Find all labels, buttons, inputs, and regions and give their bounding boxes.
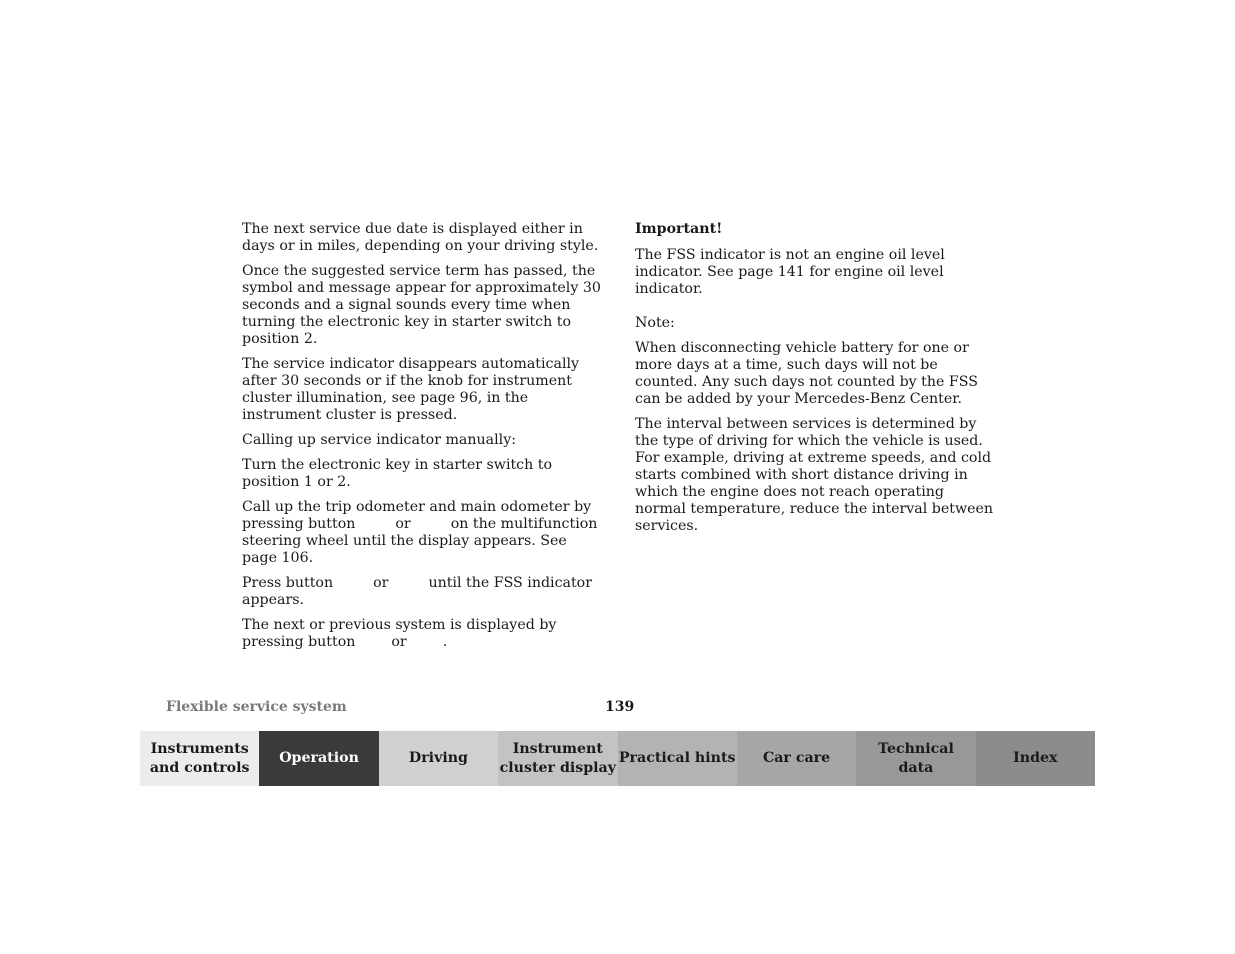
section-title: Flexible service system [166,699,347,715]
page-number: 139 [605,699,635,715]
paragraph-calling-up-manually: Calling up service indicator manually: [242,432,516,448]
important-heading: Important! [635,221,723,237]
paragraph-indicator-disappears: The service indicator disappears automatically after 30 seconds or if the knob for instrument cluster illumination, see page 96, in the instrument cluster is pressed. [242,356,580,423]
paragraph-call-up-odometer [242,499,604,567]
left-column [242,221,604,659]
paragraph-service-due-date: The next service due date is displayed either in days or in miles, depending on your driving style. [242,221,599,254]
paragraph-press-button [242,575,604,609]
tab-index[interactable]: Index [976,731,1095,786]
tab-instrument-cluster-display[interactable]: Instrument cluster display [498,731,617,786]
tab-practical-hints[interactable]: Practical hints [618,731,737,786]
paragraph-service-term-passed: Once the suggested service term has passed, the symbol and message appear for approximately 30 seconds and a signal sounds every time when turning the electronic key in starter switch to position 2. [242,263,601,347]
tab-technical-data[interactable]: Technical data [856,731,975,786]
text-segment: or [391,634,407,650]
chapter-navigation [140,731,1095,786]
tab-car-care[interactable]: Car care [737,731,856,786]
text-segment: or [373,575,389,591]
tab-driving[interactable]: Driving [379,731,498,786]
paragraph-turn-key: Turn the electronic key in starter switch to position 1 or 2. [242,457,553,490]
note-label: Note: [635,315,675,331]
paragraph-fss-not-oil-indicator: The FSS indicator is not an engine oil level indicator. See page 141 for engine oil level indicator. [635,247,945,297]
text-segment: or [395,516,411,532]
text-segment: . [442,634,448,650]
text-segment: The next or previous system is displayed by pressing button [242,617,557,650]
text-segment: until the FSS indicator appears. [242,575,593,608]
text-segment: on the multifunction steering wheel until the display appears. See page 106. [242,516,598,566]
tab-operation[interactable]: Operation [259,731,378,786]
paragraph-service-interval: The interval between services is determined by the type of driving for which the vehicle is used. For example, driving at extreme speeds, and cold starts combined with short distance driving in which the engine does not reach operating normal temperature, reduce the interval between services. [635,416,994,534]
right-column [635,221,997,543]
text-segment: Press button [242,575,334,591]
text-segment: Call up the trip odometer and main odometer by pressing button [242,499,592,532]
paragraph-disconnecting-battery: When disconnecting vehicle battery for one or more days at a time, such days will not be counted. Any such days not counted by the FSS can be added by your Mercedes-Benz Center. [635,340,978,407]
paragraph-next-previous-system [242,617,604,651]
tab-instruments-and-controls[interactable]: Instruments and controls [140,731,259,786]
